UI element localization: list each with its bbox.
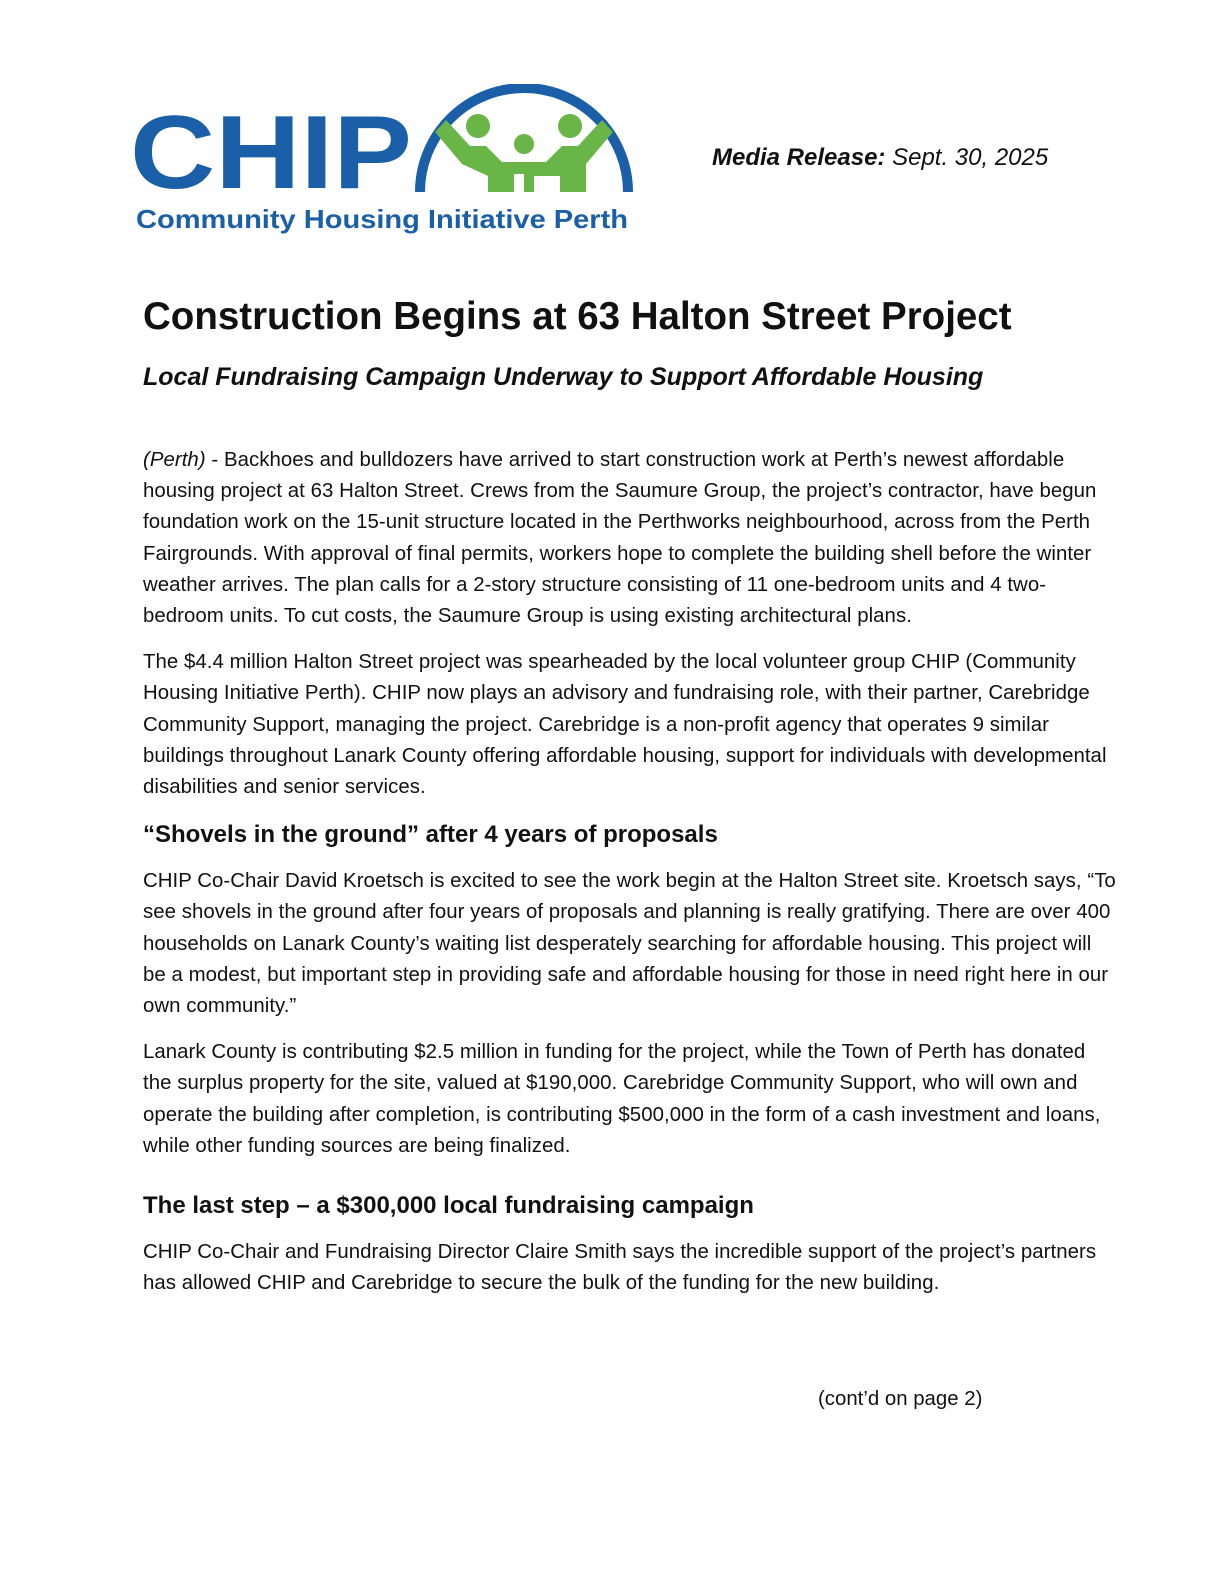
chip-tagline: Community Housing Initiative Perth	[136, 204, 628, 234]
section-heading-last-step: The last step – a $300,000 local fundraising campaign	[143, 1192, 754, 1220]
article-title: Construction Begins at 63 Halton Street Project	[143, 295, 1012, 338]
chip-logo	[128, 84, 633, 239]
chip-logo-graphic	[128, 84, 633, 239]
people-house-icon	[435, 114, 613, 192]
media-release-line	[712, 144, 1048, 172]
article	[143, 290, 1118, 1314]
paragraph-intro-text: - Backhoes and bulldozers have arrived to start construction work at Perth’s newest affordable housing project at 63 Halton Street. Crews from the Saumure Group, the project’s contractor, have begun foundation work on the 15-unit structure located in the Perthworks neighbourhood, across from the Perth Fairgrounds. With approval of final permits, workers hope to complete the building shell before the winter weather arrives. The plan calls for a 2-story structure consisting of 11 one-bedroom units and 4 two-bedroom units. To cut costs, the Saumure Group is using existing architectural plans.	[143, 449, 1097, 628]
paragraph-funding-sources: Lanark County is contributing $2.5 million in funding for the project, while the Town of Perth has donated the surplus property for the site, valued at $190,000. Carebridge Community Support, who will own and operate the building after completion, is contributing $500,000 in the form of a cash investment and loans, while other funding sources are being finalized.	[143, 1041, 1101, 1157]
article-subtitle: Local Fundraising Campaign Underway to Support Affordable Housing	[143, 363, 984, 391]
paragraph-intro	[143, 445, 1118, 632]
dateline: (Perth)	[143, 449, 206, 471]
paragraph-kroetsch-quote: CHIP Co-Chair David Kroetsch is excited to see the work begin at the Halton Street site. Kroetsch says, “To see shovels in the ground after four years of proposals and planning is really gratifying. There are over 400 households on Lanark County’s waiting list desperately searching for affordable housing. This project will be a modest, but important step in providing safe and affordable housing for those in need right here in our own community.”	[143, 870, 1116, 1018]
media-release-label: Media Release:	[712, 144, 886, 171]
article-body	[143, 445, 1118, 1299]
chip-wordmark: CHIP	[130, 95, 412, 211]
media-release-date: Sept. 30, 2025	[892, 144, 1049, 171]
continued-note: (cont’d on page 2)	[818, 1388, 983, 1410]
paragraph-fundraising: CHIP Co-Chair and Fundraising Director Claire Smith says the incredible support of the project’s partners has allowed CHIP and Carebridge to secure the bulk of the funding for the new building.	[143, 1241, 1097, 1295]
section-heading-shovels: “Shovels in the ground” after 4 years of proposals	[143, 821, 718, 849]
paragraph-project-funding: The $4.4 million Halton Street project was spearheaded by the local volunteer group CHIP (Community Housing Initiative Perth). CHIP now plays an advisory and fundraising role, with their partner, Carebridge Community Support, managing the project. Carebridge is a non-profit agency that operates 9 similar buildings throughout Lanark County offering affordable housing, support for individuals with developmental disabilities and senior services.	[143, 651, 1107, 799]
